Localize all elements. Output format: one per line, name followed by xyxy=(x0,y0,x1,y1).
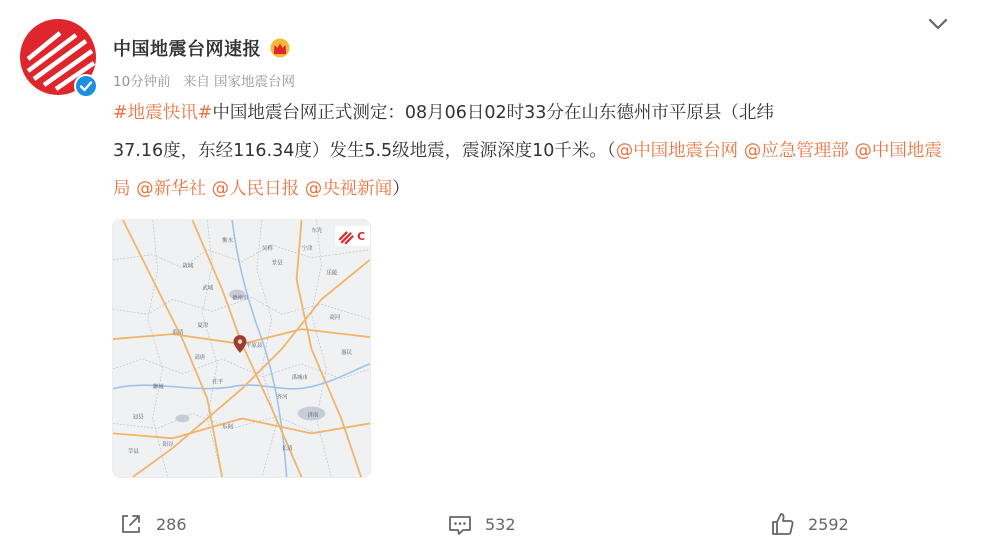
author-row xyxy=(113,35,291,61)
chevron-down-icon[interactable] xyxy=(926,14,950,34)
map-label: 吴桥 xyxy=(261,245,273,252)
comment-button[interactable] xyxy=(447,510,516,538)
mention-link[interactable]: @人民日报 xyxy=(211,179,300,199)
like-count: 2592 xyxy=(808,514,849,534)
mention-link[interactable]: @新华社 xyxy=(136,179,207,199)
close-paren: ） xyxy=(392,179,410,199)
share-button[interactable] xyxy=(118,510,187,538)
map-label: 茌平 xyxy=(212,379,224,386)
share-icon xyxy=(118,511,144,537)
mention-link[interactable]: @中国地震台网 xyxy=(615,141,739,161)
map-label: 平原县 xyxy=(245,343,263,350)
map-label: 临清 xyxy=(172,330,184,337)
vip-crown-icon[interactable] xyxy=(269,38,291,58)
map-label: 景县 xyxy=(271,260,283,267)
map-label: 故城 xyxy=(182,263,194,270)
verified-badge-icon xyxy=(74,74,98,98)
map-label: 聊城 xyxy=(152,384,164,391)
map-label: 高唐 xyxy=(194,354,206,361)
post-line-2: 37.16度，东经116.34度）发生5.5级地震，震源深度10千米。（ xyxy=(113,141,616,161)
map-label: 宁津 xyxy=(301,245,313,252)
author-name[interactable]: 中国地震台网速报 xyxy=(113,39,261,60)
map-label: 东阿 xyxy=(222,424,234,431)
map-label: 乐陵 xyxy=(326,270,338,277)
post-time[interactable]: 10分钟前 xyxy=(113,74,171,90)
like-button[interactable] xyxy=(770,510,849,538)
mention-link[interactable]: @中国地震局 xyxy=(113,141,942,199)
map-label: 武城 xyxy=(202,285,214,292)
map-label: 长清 xyxy=(281,446,293,453)
source-prefix: 来自 xyxy=(182,74,210,90)
map-label: 齐河 xyxy=(276,394,288,401)
map-label: 阳谷 xyxy=(162,442,174,449)
post-meta xyxy=(113,70,303,90)
earthquake-map-image[interactable] xyxy=(112,219,371,478)
map-label: 德州市 xyxy=(232,295,249,302)
mention-link[interactable]: @央视新闻 xyxy=(304,179,393,199)
map-label: 禹城市 xyxy=(291,374,308,381)
map-label: 东光 xyxy=(311,227,323,234)
map-label: 济南 xyxy=(307,412,319,419)
thumbs-up-icon xyxy=(770,511,796,537)
comment-icon xyxy=(447,511,473,537)
post-source[interactable]: 国家地震台网 xyxy=(213,74,295,90)
post-text xyxy=(113,94,963,208)
map-label: 商河 xyxy=(329,315,341,322)
share-count: 286 xyxy=(156,514,187,534)
map-label: 惠民 xyxy=(341,349,353,356)
post-line-1: 中国地震台网正式测定：08月06日02时33分在山东德州市平原县（北纬 xyxy=(212,103,774,123)
comment-count: 532 xyxy=(485,514,516,534)
map-label: 莘县 xyxy=(127,449,139,456)
map-label: 衡水 xyxy=(222,237,234,244)
map-logo xyxy=(335,226,370,246)
map-label: 夏津 xyxy=(197,323,209,330)
map-label: 冠县 xyxy=(132,414,144,421)
hashtag-link[interactable]: #地震快讯# xyxy=(113,103,213,123)
mention-link[interactable]: @应急管理部 xyxy=(743,141,849,161)
map-logo-text: C xyxy=(357,229,366,243)
